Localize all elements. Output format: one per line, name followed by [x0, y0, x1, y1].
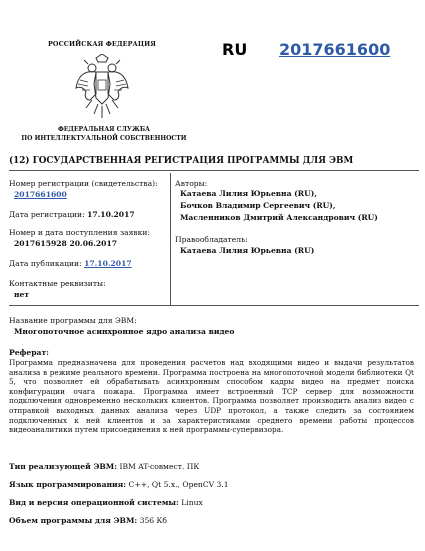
column-divider	[170, 173, 171, 305]
reg-date-value: 17.10.2017	[87, 210, 135, 219]
registration-number-link[interactable]: 2017661600	[279, 40, 391, 59]
reg-date-row	[9, 210, 135, 219]
abstract-label: Реферат:	[9, 348, 49, 357]
authors-label: Авторы:	[175, 179, 208, 188]
agency-line-2: ПО ИНТЕЛЛЕКТУАЛЬНОЙ СОБСТВЕННОСТИ	[21, 134, 187, 142]
bottom-divider	[9, 305, 419, 306]
application-label: Номер и дата поступления заявки:	[9, 228, 151, 237]
author-item: Бочков Владимир Сергеевич (RU),	[180, 201, 336, 210]
contact-value: нет	[14, 290, 30, 299]
reg-number-label: Номер регистрации (свидетельства):	[9, 179, 158, 188]
spec-label: Вид и версия операционной системы:	[9, 498, 179, 507]
spec-row	[9, 516, 167, 525]
spec-label: Объем программы для ЭВМ:	[9, 516, 138, 525]
application-value: 2017615928 20.06.2017	[14, 239, 118, 248]
spec-value: 356 Кб	[139, 516, 167, 525]
publication-date-label: Дата публикации:	[9, 259, 82, 268]
holder-value: Катаева Лилия Юрьевна (RU)	[180, 246, 315, 255]
spec-value: IBM AT-совмест. ПК	[119, 462, 200, 471]
spec-label: Язык программирования:	[9, 480, 127, 489]
program-name: Многопоточное асинхронное ядро анализа видео	[14, 327, 235, 336]
spec-row	[9, 462, 199, 471]
agency-line-1: ФЕДЕРАЛЬНАЯ СЛУЖБА	[57, 126, 151, 133]
coat-of-arms-icon	[74, 54, 130, 120]
publication-date-row	[9, 259, 132, 268]
spec-value: Linux	[181, 498, 203, 507]
holder-label: Правообладатель:	[175, 235, 248, 244]
country-name: РОССИЙСКАЯ ФЕДЕРАЦИЯ	[48, 40, 156, 48]
document-title: (12) ГОСУДАРСТВЕННАЯ РЕГИСТРАЦИЯ ПРОГРАММЫ ДЛЯ ЭВМ	[9, 156, 354, 166]
spec-row	[9, 498, 203, 507]
agency-name	[20, 126, 188, 143]
reg-number-link[interactable]: 2017661600	[14, 190, 67, 199]
author-item: Катаева Лилия Юрьевна (RU),	[180, 189, 317, 198]
spec-value: C++, Qt 5.x., OpenCV 3.1	[128, 480, 229, 489]
abstract-text: Программа предназначена для проведения расчетов над входящими видео и выдачи результатов анализа в режиме реального времени. Программа построена на многопоточной модели библиотеки Qt 5, что позволяет ей обрабатывать асинхронным способом кадры видео на предмет поиска конфигурации очага пожара. Программа имеет встроенный TCP сервер для возможности подключения одновременно нескольких клиентов. Программа позволяет производить анализ видео с отправкой выходных данных анализа через UDP протокол, а также следить за состоянием подключенных к ней клиентов и за характеристиками среднего времени работы процессов видеоаналитики путем присоединения к ней программы-супервизора.	[9, 358, 414, 435]
author-item: Масленников Дмитрий Александрович (RU)	[180, 213, 378, 222]
spec-row	[9, 480, 229, 489]
spec-label: Тип реализующей ЭВМ:	[9, 462, 118, 471]
country-code: RU	[222, 40, 248, 59]
contact-label: Контактные реквизиты:	[9, 279, 106, 288]
reg-date-label: Дата регистрации:	[9, 210, 85, 219]
publication-date-link[interactable]: 17.10.2017	[84, 259, 132, 268]
top-divider	[9, 170, 419, 171]
program-name-label: Название программы для ЭВМ:	[9, 316, 137, 325]
